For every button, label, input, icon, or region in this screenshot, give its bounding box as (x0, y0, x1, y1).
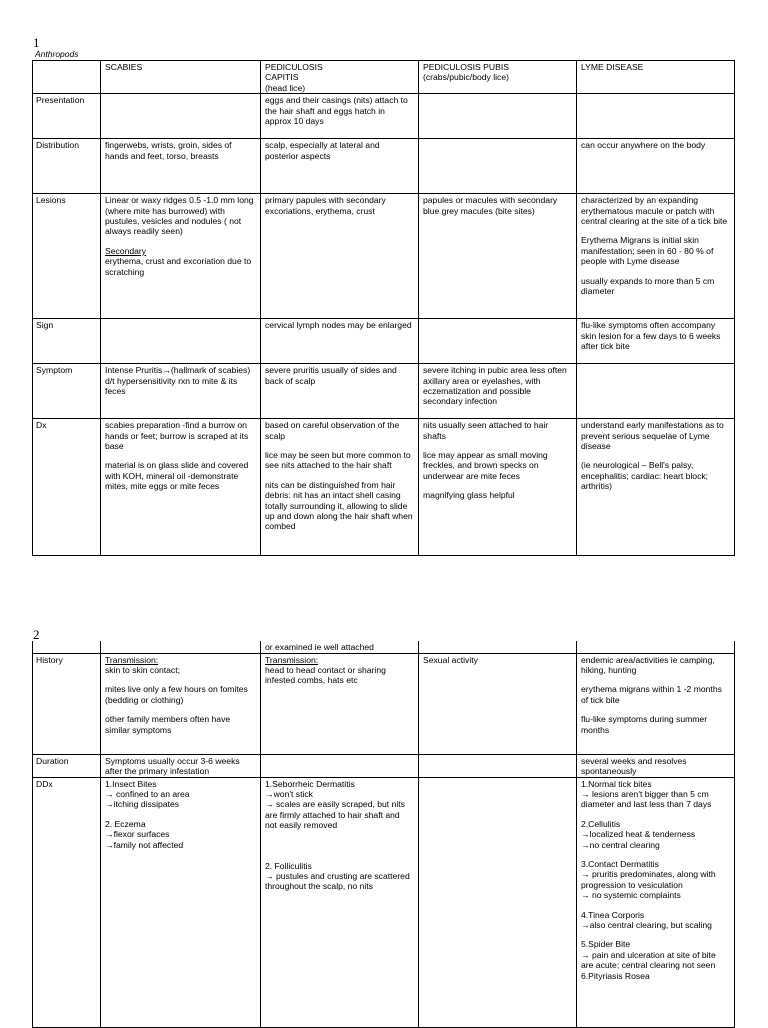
cell-cont-label (33, 641, 101, 653)
cell-cont-pubis (419, 641, 577, 653)
cell-presentation-pubis (419, 94, 577, 139)
text-distribution-scabies: fingerwebs, wrists, groin, sides of hands and feet, torso, breasts (105, 140, 232, 161)
cell-cont-scabies (101, 641, 261, 653)
cell-lesions-pubis (419, 194, 577, 319)
cell-distribution-scabies (101, 139, 261, 194)
anthropods-table-continued (32, 641, 735, 1028)
text-dx-scabies-2: material is on glass slide and covered with KOH, mineral oil -demonstrate mites, mite eggs or mite feces (105, 460, 249, 492)
cell-dx-scabies (101, 419, 261, 556)
cell-presentation-scabies (101, 94, 261, 139)
row-duration (33, 754, 735, 777)
row-continued (33, 641, 735, 653)
text-dx-capitis-1: based on careful observation of the scalp (265, 420, 400, 441)
row-label-distribution: Distribution (33, 139, 101, 194)
cell-presentation-capitis (261, 94, 419, 139)
cell-sign-capitis (261, 319, 419, 364)
text-distribution-capitis: scalp, especially at lateral and posterior aspects (265, 140, 380, 161)
header-blank (33, 61, 101, 94)
row-distribution (33, 139, 735, 194)
header-pediculosis-capitis: PEDICULOSIS CAPITIS (head lice) (261, 61, 419, 94)
text-lesions-lyme-3: usually expands to more than 5 cm diameter (581, 275, 715, 297)
text-symptom-scabies: Intense Pruritis→(hallmark of scabies) d/t hypersensitivity rxn to mite & its feces (105, 365, 251, 397)
cell-cont-lyme (577, 641, 735, 653)
text-distribution-lyme: can occur anywhere on the body (581, 140, 706, 151)
text-lesions-scabies: Linear or waxy ridges 0.5 -1.0 mm long (where mite has burrowed) with pustules, vesicles and nodules ( not always readily seen) (105, 195, 254, 237)
cell-lesions-lyme (577, 194, 735, 319)
text-history-scabies-3: other family members often have similar symptoms (105, 714, 231, 735)
row-label-history: History (33, 653, 101, 754)
history-scabies-heading: Transmission: (105, 654, 159, 665)
text-sign-lyme: flu-like symptoms often accompany skin lesion for a few days to 6 weeks after tick bite (581, 320, 721, 352)
text-ddx-scabies-2: 2. Eczema →flexor surfaces →family not affected (105, 818, 184, 850)
text-ddx-capitis-2: 2. Folliculitis → pustules and crusting are scattered throughout the scalp, no nits (265, 860, 410, 892)
page-subtitle: Anthropods (35, 49, 79, 59)
cell-ddx-pubis (419, 777, 577, 1027)
header-lyme-disease: LYME DISEASE (577, 61, 735, 94)
cell-distribution-capitis (261, 139, 419, 194)
text-dx-lyme-2: (ie neurological – Bell's palsy, encephalitis; cardiac: heart block; arthritis) (581, 460, 709, 492)
row-history (33, 653, 735, 754)
text-history-lyme-3: flu-like symptoms during summer months (581, 714, 708, 735)
cell-cont-capitis (261, 641, 419, 653)
text-ddx-lyme-2: 2.Cellulitis →localized heat & tenderness →no central clearing (581, 818, 696, 850)
text-history-pubis: Sexual activity (423, 654, 478, 665)
text-presentation-capitis: eggs and their casings (nits) attach to the hair shaft and eggs hatch in approx 10 days (265, 95, 408, 127)
row-label-presentation: Presentation (33, 94, 101, 139)
row-ddx (33, 777, 735, 1027)
text-ddx-scabies-1: 1.Insect Bites → confined to an area →itching dissipates (105, 778, 190, 810)
cell-sign-lyme (577, 319, 735, 364)
cell-dx-capitis (261, 419, 419, 556)
cell-presentation-lyme (577, 94, 735, 139)
cell-ddx-capitis (261, 777, 419, 1027)
page-number-2: 2 (33, 627, 40, 642)
cell-duration-scabies (101, 754, 261, 777)
lesions-secondary-text: erythema, crust and excoriation due to scratching (105, 256, 252, 277)
cell-history-scabies (101, 653, 261, 754)
header-scabies: SCABIES (101, 61, 261, 94)
text-symptom-capitis: severe pruritis usually of sides and back of scalp (265, 365, 397, 386)
text-lesions-lyme-2: Erythema Migrans is initial skin manifestation; seen in 60 - 80 % of people with Lyme disease (581, 235, 714, 267)
text-ddx-lyme-4: 4.Tinea Corporis →also central clearing, but scaling (581, 909, 712, 930)
text-dx-pubis-3: magnifying glass helpful (423, 490, 515, 501)
text-dx-capitis-3: nits can be distinguished from hair debris: nit has an intact shell casing totally surrounding it, allowing to slide up and down along the hair shaft when combed (265, 479, 413, 532)
text-history-lyme-1: endemic area/activities ie camping, hiking, hunting (581, 654, 715, 675)
cell-history-pubis (419, 653, 577, 754)
row-label-sign: Sign (33, 319, 101, 364)
cell-distribution-lyme (577, 139, 735, 194)
header-row (33, 61, 735, 94)
text-lesions-lyme-1: characterized by an expanding erythematous macule or patch with central clearing at the site of a tick bite (581, 195, 728, 227)
text-dx-scabies-1: scabies preparation -find a burrow on hands or feet; burrow is scraped at its base (105, 420, 249, 452)
lesions-secondary-heading: Secondary (105, 245, 147, 256)
row-label-ddx: DDx (33, 777, 101, 1027)
text-history-scabies-1: skin to skin contact; (105, 664, 180, 675)
text-duration-scabies: Symptoms usually occur 3-6 weeks after the primary infestation (105, 755, 240, 776)
cell-symptom-scabies (101, 364, 261, 419)
text-symptom-pubis: severe itching in pubic area less often axillary area or eyelashes, with eczematization and possible secondary infection (423, 365, 567, 407)
history-capitis-heading: Transmission: (265, 654, 319, 665)
row-label-duration: Duration (33, 754, 101, 777)
text-ddx-lyme-3: 3.Contact Dermatitis → pruritis predominates, along with progression to vesiculation → no systemic complaints (581, 858, 716, 901)
cell-history-capitis (261, 653, 419, 754)
cell-duration-lyme (577, 754, 735, 777)
cell-distribution-pubis (419, 139, 577, 194)
text-ddx-lyme-1: 1.Normal tick bites → lesions aren't bigger than 5 cm diameter and last less than 7 days (581, 778, 712, 810)
header-pediculosis-pubis: PEDICULOSIS PUBIS (crabs/pubic/body lice) (419, 61, 577, 94)
text-dx-capitis-2: lice may be seen but more common to see nits attached to the hair shaft (265, 450, 411, 471)
row-sign (33, 319, 735, 364)
text-duration-lyme: several weeks and resolves spontaneously (581, 755, 687, 776)
cell-ddx-lyme (577, 777, 735, 1027)
text-history-scabies-2: mites live only a few hours on fomites (bedding or clothing) (105, 684, 248, 705)
cell-history-lyme (577, 653, 735, 754)
row-label-lesions: Lesions (33, 194, 101, 319)
cell-duration-pubis (419, 754, 577, 777)
cell-lesions-capitis (261, 194, 419, 319)
page-number: 1 (33, 35, 40, 50)
row-presentation (33, 94, 735, 139)
text-lesions-capitis: primary papules with secondary excoriations, erythema, crust (265, 195, 386, 216)
text-dx-pubis-1: nits usually seen attached to hair shafts (423, 420, 549, 441)
cell-symptom-pubis (419, 364, 577, 419)
cell-lesions-scabies (101, 194, 261, 319)
cell-sign-scabies (101, 319, 261, 364)
text-ddx-capitis-1: 1.Seborrheic Dermatitis →won't stick → scales are easily scraped, but nits are firmly attached to hair shaft and not easily removed (265, 778, 405, 831)
cell-ddx-scabies (101, 777, 261, 1027)
row-label-dx: Dx (33, 419, 101, 556)
text-history-capitis-1: head to head contact or sharing infested combs, hats etc (265, 664, 386, 686)
row-lesions (33, 194, 735, 319)
text-lesions-pubis: papules or macules with secondary blue grey macules (bite sites) (423, 195, 558, 216)
text-dx-lyme-1: understand early manifestations as to prevent serious sequelae of Lyme disease (581, 420, 724, 452)
cell-duration-capitis (261, 754, 419, 777)
anthropods-table (32, 60, 735, 556)
cell-dx-lyme (577, 419, 735, 556)
row-symptom (33, 364, 735, 419)
continued-text: or examined ie well attached (265, 642, 374, 652)
text-sign-capitis: cervical lymph nodes may be enlarged (265, 320, 412, 331)
cell-symptom-lyme (577, 364, 735, 419)
text-history-lyme-2: erythema migrans within 1 -2 months of tick bite (581, 684, 722, 705)
text-ddx-lyme-5: 5.Spider Bite → pain and ulceration at site of bite are acute; central clearing not seen (581, 939, 716, 971)
cell-sign-pubis (419, 319, 577, 364)
text-ddx-lyme-6: 6.Pityriasis Rosea (581, 970, 650, 981)
cell-dx-pubis (419, 419, 577, 556)
row-label-symptom: Symptom (33, 364, 101, 419)
cell-symptom-capitis (261, 364, 419, 419)
row-dx (33, 419, 735, 556)
text-dx-pubis-2: lice may appear as small moving freckles, and brown specks on underwear are mite feces (423, 450, 548, 481)
